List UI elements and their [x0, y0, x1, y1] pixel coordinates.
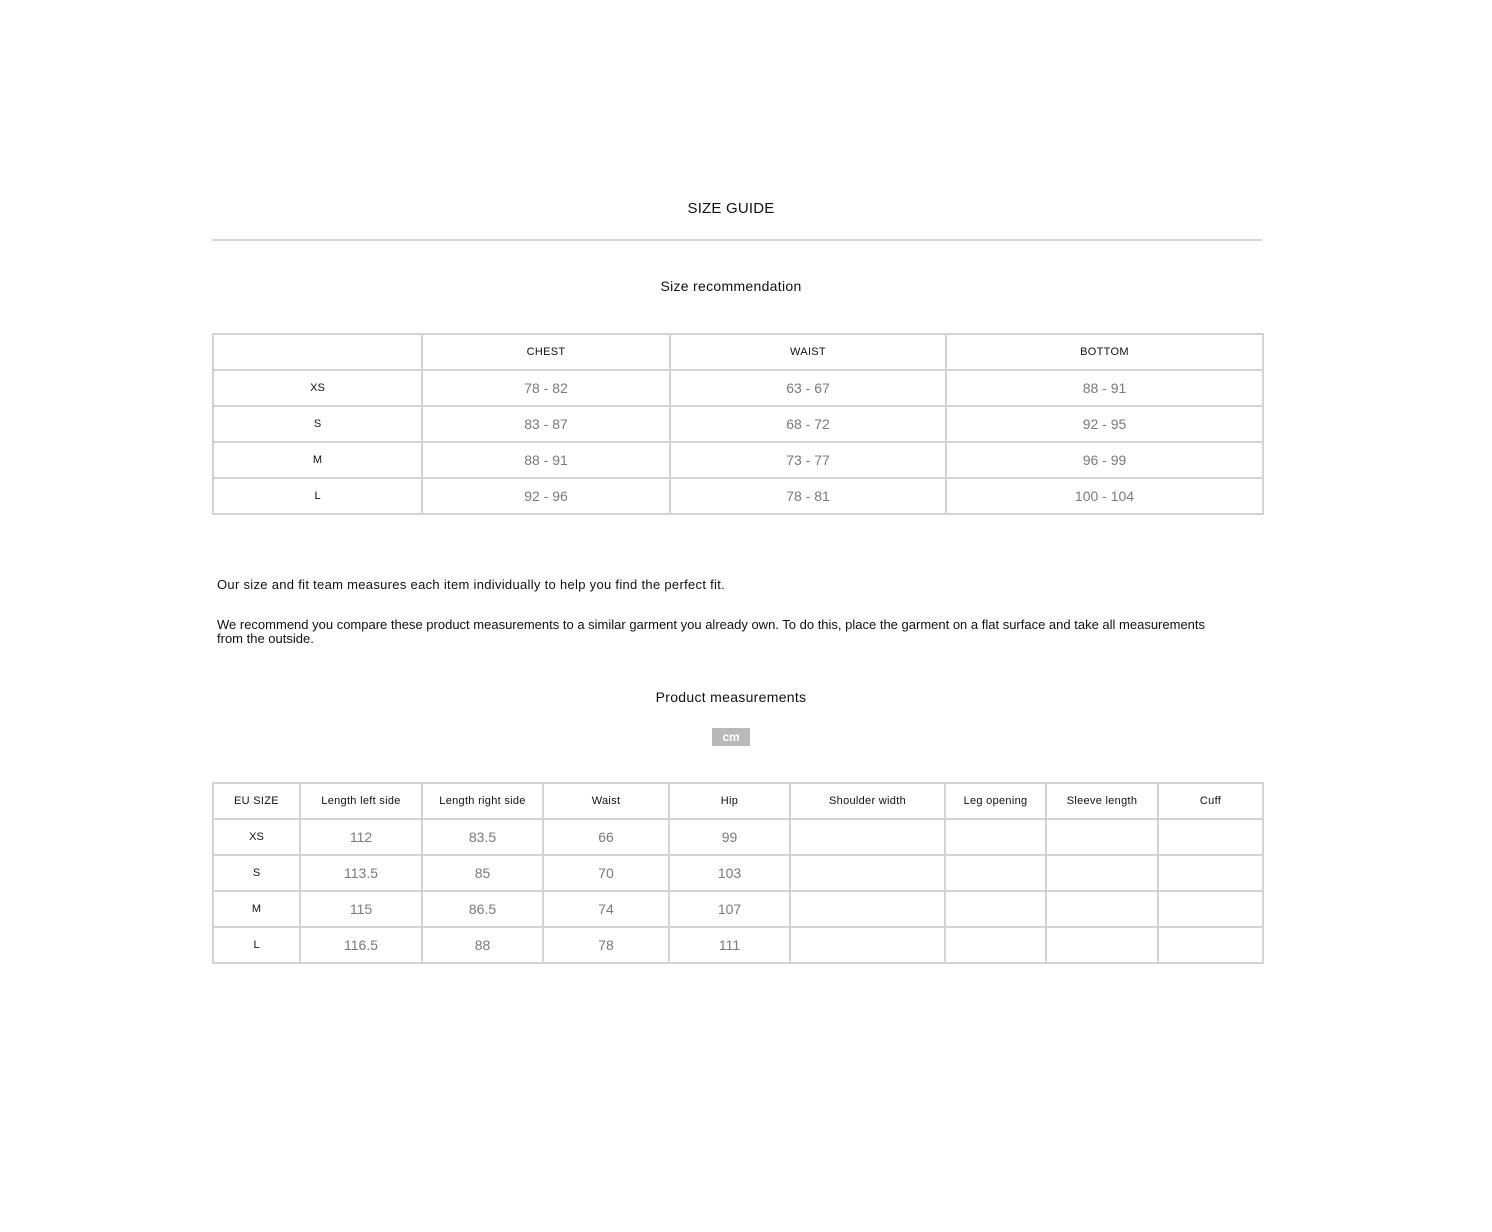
size-recommendation-title: Size recommendation	[660, 278, 802, 294]
leg-opening-cell	[945, 927, 1046, 963]
leg-opening-cell	[945, 891, 1046, 927]
length-right-cell: 88	[422, 927, 543, 963]
length-left-cell: 115	[300, 891, 422, 927]
hip-cell: 107	[669, 891, 790, 927]
sleeve-length-cell	[1046, 819, 1158, 855]
table-row	[213, 891, 1263, 927]
length-left-cell: 112	[300, 819, 422, 855]
hip-cell: 99	[669, 819, 790, 855]
column-header	[213, 334, 422, 370]
waist-cell: 68 - 72	[670, 406, 946, 442]
leg-opening-cell	[945, 855, 1046, 891]
size-cell: S	[213, 855, 300, 891]
hip-cell: 103	[669, 855, 790, 891]
column-header-hip: Hip	[669, 783, 790, 819]
chest-cell: 83 - 87	[422, 406, 670, 442]
column-header-leg-opening: Leg opening	[945, 783, 1046, 819]
table-row	[213, 478, 1263, 514]
waist-cell: 63 - 67	[670, 370, 946, 406]
shoulder-width-cell	[790, 891, 945, 927]
leg-opening-cell	[945, 819, 1046, 855]
bottom-cell: 92 - 95	[946, 406, 1263, 442]
size-cell: M	[213, 442, 422, 478]
waist-cell: 73 - 77	[670, 442, 946, 478]
column-header-length-right: Length right side	[422, 783, 543, 819]
table-row	[213, 855, 1263, 891]
table-header-row	[213, 783, 1263, 819]
shoulder-width-cell	[790, 819, 945, 855]
length-right-cell: 83.5	[422, 819, 543, 855]
waist-cell: 70	[543, 855, 669, 891]
unit-toggle-cm[interactable]: cm	[712, 728, 750, 746]
length-right-cell: 85	[422, 855, 543, 891]
chest-cell: 78 - 82	[422, 370, 670, 406]
hip-cell: 111	[669, 927, 790, 963]
size-recommendation-table	[212, 333, 1264, 515]
waist-cell: 66	[543, 819, 669, 855]
table-header-row	[213, 334, 1263, 370]
shoulder-width-cell	[790, 855, 945, 891]
column-header-bottom: BOTTOM	[946, 334, 1263, 370]
size-cell: XS	[213, 819, 300, 855]
table-row	[213, 406, 1263, 442]
size-cell: L	[213, 478, 422, 514]
chest-cell: 88 - 91	[422, 442, 670, 478]
sleeve-length-cell	[1046, 855, 1158, 891]
table-row	[213, 442, 1263, 478]
sleeve-length-cell	[1046, 927, 1158, 963]
product-measurements-table	[212, 782, 1264, 964]
shoulder-width-cell	[790, 927, 945, 963]
column-header-shoulder-width: Shoulder width	[790, 783, 945, 819]
waist-cell: 74	[543, 891, 669, 927]
column-header-length-left: Length left side	[300, 783, 422, 819]
size-cell: M	[213, 891, 300, 927]
column-header-waist: Waist	[543, 783, 669, 819]
cuff-cell	[1158, 855, 1263, 891]
table-row	[213, 370, 1263, 406]
measurement-advice-paragraph: We recommend you compare these product measurements to a similar garment you already own. To do this, place the garment on a flat surface and take all measurements from the outside.	[217, 617, 1206, 646]
bottom-cell: 88 - 91	[946, 370, 1263, 406]
column-header-eu-size: EU SIZE	[213, 783, 300, 819]
column-header-cuff: Cuff	[1158, 783, 1263, 819]
cuff-cell	[1158, 927, 1263, 963]
waist-cell: 78 - 81	[670, 478, 946, 514]
column-header-sleeve-length: Sleeve length	[1046, 783, 1158, 819]
size-cell: L	[213, 927, 300, 963]
length-left-cell: 113.5	[300, 855, 422, 891]
column-header-waist: WAIST	[670, 334, 946, 370]
chest-cell: 92 - 96	[422, 478, 670, 514]
waist-cell: 78	[543, 927, 669, 963]
column-header-chest: CHEST	[422, 334, 670, 370]
sleeve-length-cell	[1046, 891, 1158, 927]
table-row	[213, 927, 1263, 963]
size-cell: XS	[213, 370, 422, 406]
title-divider	[212, 239, 1262, 241]
cuff-cell	[1158, 819, 1263, 855]
bottom-cell: 100 - 104	[946, 478, 1263, 514]
product-measurements-title: Product measurements	[655, 689, 807, 705]
cuff-cell	[1158, 891, 1263, 927]
page-title: SIZE GUIDE	[687, 200, 775, 217]
fit-team-paragraph: Our size and fit team measures each item individually to help you find the perfect fit.	[217, 577, 726, 592]
size-cell: S	[213, 406, 422, 442]
length-left-cell: 116.5	[300, 927, 422, 963]
length-right-cell: 86.5	[422, 891, 543, 927]
bottom-cell: 96 - 99	[946, 442, 1263, 478]
table-row	[213, 819, 1263, 855]
